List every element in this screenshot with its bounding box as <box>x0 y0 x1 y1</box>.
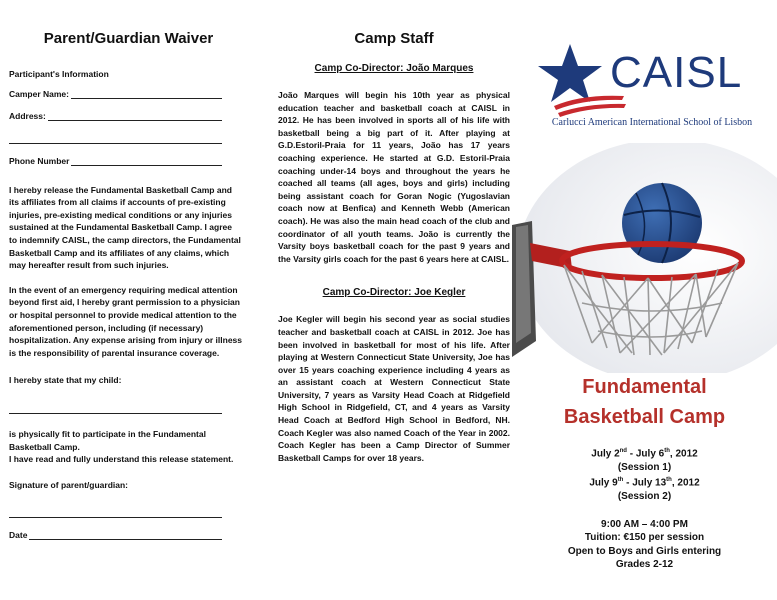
cover-panel <box>512 0 777 600</box>
staff-panel <box>262 0 512 600</box>
camper-name-field[interactable] <box>9 86 242 99</box>
understand-statement: I have read and fully understand this release statement. <box>9 454 234 465</box>
session1-label: (Session 1) <box>617 461 672 473</box>
grades: Grades 2-12 <box>615 559 674 571</box>
session2-label: (Session 2) <box>617 491 672 503</box>
tuition: Tuition: €150 per session <box>584 532 705 544</box>
child-name-line[interactable] <box>9 400 222 414</box>
stripes-icon <box>554 96 626 117</box>
logo-text: CAISL <box>610 48 743 97</box>
director1-bio: João Marques will begin his 10th year as physical education teacher and basketball coach at CAISL in 2012. He has been involved in sports all of his life with basketball being a big part of it. After playing at G.D.Estoril-Praia for 11 years, João has 17 years coaching experience. He started at G.D. Estoril-Praia coaching under-14 boys and throughout the years he coached all teams (all ages, boys and girls) including being assistant coach for Goran Nogic (Yugoslavian coach now at Benfica) and Kenneth Webb (American coach). He was also the main head coach of the club and coordinator of all youth teams. João is currently the Varsity boys basketball coach for the past 9 years and the Varsity girls coach for the past 6 years here at CAISL. <box>278 90 510 264</box>
session1-dates: July 2nd - July 6th, 2012 <box>591 448 698 460</box>
waiver-panel <box>0 0 250 600</box>
director1-heading: Camp Co-Director: João Marques <box>314 63 474 74</box>
camp-title-line1: Fundamental <box>582 376 707 398</box>
release-paragraph: I hereby release the Fundamental Basketball Camp and its affiliates from all claims if accounts of pre-existing injuries, pre-existing medical conditions or any injuries sustained at the Fundamental Basketball Camp. I agree to indemnify CAISL, the camp directors, the Fundamental Basketball Camp and its affiliates of any claims, which may hereafter result from such injuries. <box>9 184 241 271</box>
signature-label: Signature of parent/guardian: <box>9 479 129 490</box>
star-icon <box>538 44 602 102</box>
camp-info <box>512 445 777 572</box>
camp-title <box>512 372 777 432</box>
camper-name-label: Camper Name: <box>9 88 69 99</box>
phone-label: Phone Number <box>9 155 70 166</box>
staff-title: Camp Staff <box>354 30 434 47</box>
fit-statement: is physically fit to participate in the Fundamental Basketball Camp. <box>9 428 206 452</box>
date-field[interactable] <box>9 527 242 540</box>
camp-title-line2: Basketball Camp <box>563 406 726 428</box>
address-line-2[interactable] <box>9 130 222 144</box>
basketball-icon <box>622 183 702 263</box>
address-field[interactable] <box>9 108 242 121</box>
signature-line[interactable] <box>9 504 222 518</box>
participant-info-label: Participant's Information <box>9 69 109 79</box>
basketball-hoop-image <box>512 143 777 373</box>
emergency-paragraph: In the event of an emergency requiring medical attention beyond first aid, I hereby grant permission to a physician or hospital personnel to provide medical attention to the aforementioned person, including (if necessary) hospitalization. Any expense arising from injury or illness is the responsibility of parental insurance coverage. <box>9 284 243 358</box>
address-label: Address: <box>9 110 46 121</box>
camp-time: 9:00 AM – 4:00 PM <box>601 518 688 530</box>
open-to: Open to Boys and Girls entering <box>567 545 722 557</box>
director2-heading: Camp Co-Director: Joe Kegler <box>322 287 466 299</box>
session2-dates: July 9th - July 13th, 2012 <box>589 477 700 489</box>
date-label: Date <box>9 530 28 541</box>
state-child-label: I hereby state that my child: <box>9 375 122 386</box>
phone-field[interactable] <box>9 153 242 166</box>
director2-bio: Joe Kegler will begin his second year as social studies teacher and basketball coach at CAISL in 2012. Joe has been involved in basketball for most of his life. After playing at Western Connecticut State University, Joe has over 15 years coaching experience including 4 years as an assistant coach at Western Connecticut State University, 7 years as Varsity Head Coach at Ridgefield High School in Ridgefield, CT, and 4 years as Varsity Head Coach at Bedford High School in Bedford, NH. Coach Kegler was also named Coach of the Year in 2002. Coach Kegler has been a Camp Director of Summer Basketball Camps for over 18 years. <box>278 314 510 463</box>
backboard-icon <box>512 221 536 357</box>
waiver-title: Parent/Guardian Waiver <box>43 30 214 47</box>
school-name: Carlucci American International School of Lisbon <box>551 117 753 128</box>
